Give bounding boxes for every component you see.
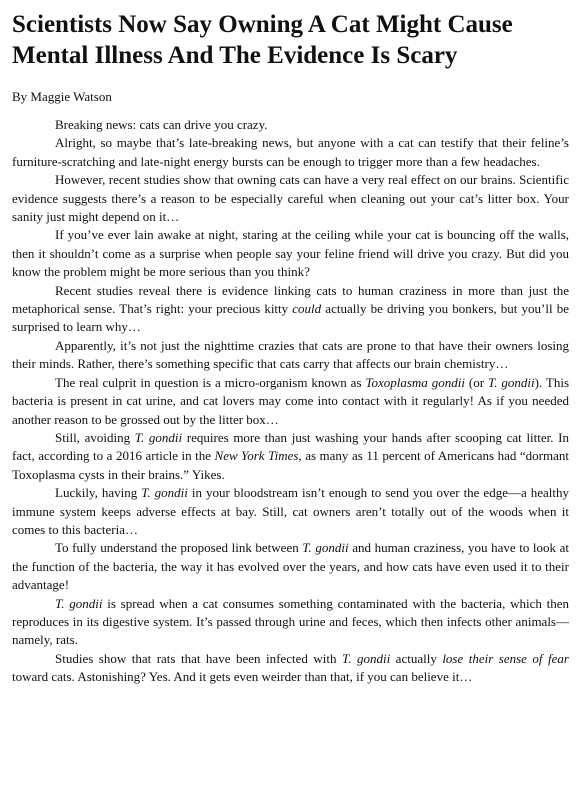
paragraph-text: Alright, so maybe that’s late-breaking news, but anyone with a cat can testify that their feline’s furniture-scratching and late-night energy bursts can be enough to trigger more than a few headaches. <box>12 135 569 169</box>
paragraph <box>12 134 569 171</box>
paragraph <box>12 226 569 281</box>
paragraph <box>12 116 569 134</box>
paragraph-text: Breaking news: cats can drive you crazy. <box>55 117 268 132</box>
italic-text: lose their sense of fear <box>442 650 569 666</box>
italic-text: could <box>292 301 322 317</box>
paragraph-text: Still, avoiding <box>55 429 135 445</box>
paragraph-text: actually be driving you bonkers, but you’ll be surprised to learn why… <box>12 301 569 335</box>
paragraph-text: Studies show that rats that have been infected with <box>55 650 342 666</box>
paragraph-text: ). This bacteria is present in cat urine, and cat lovers may come into contact with it regularly! As if you needed another reason to be grossed out by the litter box… <box>12 374 569 427</box>
byline: By Maggie Watson <box>12 89 112 104</box>
paragraph <box>12 595 569 650</box>
paragraph-text: as many as 11 percent of Americans had “dormant Toxoplasma cysts in their brains.” Yikes. <box>12 448 569 482</box>
paragraph <box>12 484 569 539</box>
paragraph-text: To fully understand the proposed link between <box>55 540 303 556</box>
italic-text: T. gondii <box>302 540 349 556</box>
paragraph-text: is spread when a cat consumes something contaminated with the bacteria, which then reproduces in its digestive system. It’s passed through urine and feces, which then infects other animals—namely, rats. <box>12 595 569 648</box>
paragraph-text: Apparently, it’s not just the nighttime crazies that cats are prone to that have their owners losing their minds. Rather, there’s something specific that cats carry that affects our brain chemistry… <box>12 337 569 372</box>
paragraph-text: and human craziness, you have to look at the function of the bacteria, the way it has evolved over the years, and how cats have even used it to their advantage! <box>12 540 569 593</box>
italic-text: T. gondii <box>134 429 183 445</box>
paragraph-text: toward cats. Astonishing? Yes. And it gets even weirder than that, if you can believe it… <box>12 669 473 685</box>
paragraph <box>12 650 569 687</box>
paragraph <box>12 539 569 594</box>
paragraph <box>12 282 569 337</box>
paragraph-text: Recent studies reveal there is evidence linking cats to human craziness in more than just the metaphorical sense. That’s right: your precious kitty <box>12 282 569 317</box>
italic-text: T. gondii <box>141 485 188 501</box>
paragraph-text: in your bloodstream isn’t enough to send you over the edge—a healthy immune system keeps adverse effects at bay. Still, cat owners aren’t totally out of the woods when it comes to this bacteria… <box>12 485 569 537</box>
paragraph <box>12 171 569 226</box>
article-title: Scientists Now Say Owning A Cat Might Cause Mental Illness And The Evidence Is Scary <box>12 11 513 69</box>
paragraph-text: (or <box>464 374 488 390</box>
italic-text: Toxoplasma gondii <box>365 374 465 390</box>
article-body <box>12 116 569 687</box>
paragraph-text: If you’ve ever lain awake at night, staring at the ceiling while your cat is bouncing off the walls, then it shouldn’t come as a surprise when people say your feline friend will drive you crazy. But did you know the problem might be more serious than you think? <box>12 227 569 280</box>
paragraph <box>12 337 569 374</box>
paragraph-text: requires more than just washing your hands after scooping cat litter. In fact, according to a 2016 article in the <box>12 429 570 464</box>
italic-text: T. gondii <box>341 650 391 666</box>
paragraph <box>12 429 569 484</box>
paragraph-text: actually <box>390 650 443 666</box>
paragraph-text: Luckily, having <box>55 485 142 501</box>
italic-text: T. gondii <box>487 374 535 390</box>
paragraph-text: However, recent studies show that owning cats can have a very real effect on our brains. Scientific evidence suggests there’s a reason to be especially careful when cleaning out your cat’s litter box. Your sanity just might depend on it… <box>12 172 569 225</box>
italic-text: New York Times, <box>214 448 302 464</box>
paragraph <box>12 374 569 429</box>
paragraph-text: The real culprit in question is a micro-organism known as <box>55 374 366 390</box>
italic-text: T. gondii <box>55 595 103 611</box>
